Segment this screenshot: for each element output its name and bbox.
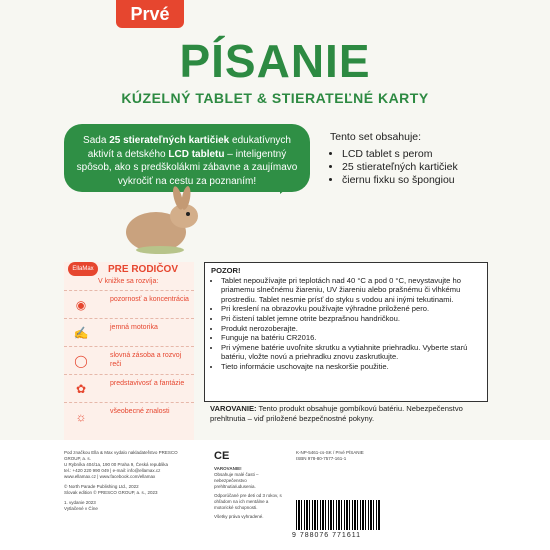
warning-label: VAROVANIE:	[210, 404, 257, 413]
rabbit-image	[118, 186, 208, 258]
battery-warning	[210, 404, 490, 424]
bubble-bold-cards: 25 stierateľných kartičiek	[109, 135, 230, 146]
series-badge: Prvé	[116, 0, 184, 28]
ce-mark: CE	[214, 450, 230, 462]
skill-label: pozornosť a koncentrácia	[110, 296, 189, 303]
barcode	[296, 500, 380, 530]
safety-item: • Produkt nerozoberajte.	[221, 324, 481, 334]
publisher-line: Slovak edition © PRESCO GROUP, a. s., 2023	[64, 490, 158, 495]
toy-warning	[214, 466, 284, 520]
isbn: ISBN 978-80-7577-161-1	[296, 456, 347, 461]
ellamax-logo: EllaMax	[68, 262, 98, 276]
safety-item: • Tieto informácie uschovajte na neskoršie použitie.	[221, 362, 481, 372]
publisher-line: tel.: +420 220 990 049 | e-mail: info@ellamax.cz	[64, 468, 161, 473]
skill-label: slovná zásoba a rozvoj reči	[110, 352, 182, 368]
safety-item: • Funguje na batériu CR2016.	[221, 333, 481, 343]
set-item: • čiernu fixku so špongiou	[342, 174, 458, 187]
safety-list	[211, 276, 481, 372]
product-codes	[296, 450, 364, 462]
skill-label: jemná motorika	[110, 324, 158, 331]
skill-row	[64, 290, 194, 319]
parents-heading: PRE RODIČOV	[108, 264, 179, 275]
publisher-line: U Rybníka 404/1a, 190 00 Praha 9, Česká republika	[64, 462, 169, 467]
set-heading: Tento set obsahuje:	[330, 131, 422, 143]
bubble-text-pre: Sada	[83, 135, 110, 146]
publisher-line: 1. vydanie 2023	[64, 500, 96, 505]
lightbulb-icon: ☼	[75, 410, 87, 424]
book-title: PÍSANIE	[179, 35, 371, 87]
safety-item: • Tablet nepoužívajte pri teplotách nad 40 °C a pod 0 °C, nevystavujte ho priamemu slnečnému žiareniu, UV žiareniu alebo prašnému či vlhkému prostrediu. Tablet nesmie prísť do styku s vodou ani inými tekutinami.	[221, 276, 481, 305]
safety-item: • Pri výmene batérie uvoľnite skrutku a vytiahnite priehradku. Vyberte starú batériu, vložte novú a priehradku znovu zaskrutkujte.	[221, 343, 481, 362]
eye-icon: ◉	[75, 298, 87, 312]
set-item: • LCD tablet s perom	[342, 148, 458, 161]
brain-icon: ✿	[75, 382, 87, 396]
safety-item: • Pri čistení tablet jemne otrite bezprašnou handričkou.	[221, 314, 481, 324]
toy-warning-line: Všetky práva vyhradené.	[214, 514, 264, 519]
book-subtitle: KÚZELNÝ TABLET & STIERATEĽNÉ KARTY	[121, 90, 429, 106]
hand-icon: ✍	[73, 326, 89, 340]
set-item: • 25 stierateľných kartičiek	[342, 161, 458, 174]
bubble-bold-tablet: LCD tabletu	[168, 148, 225, 160]
set-list	[330, 148, 458, 187]
bubble-text-post: – inteligentný spôsob, ako s predškolákmi zábavne a zaujímavo vykročiť na cestu za poznaním!	[76, 148, 298, 187]
publisher-info	[64, 450, 184, 512]
toy-warning-title: VAROVANIE!	[214, 466, 242, 471]
safety-heading: POZOR!	[211, 266, 241, 275]
bubble-tail	[280, 176, 302, 194]
barcode-number: 9 788076 771611	[292, 532, 361, 539]
speech-bubble	[64, 124, 310, 192]
lips-icon: ◯	[74, 354, 88, 368]
toy-warning-line: Odporúčané pre deti od 3 rokov, s ohľadom na ich mentálne a motorické schopnosti.	[214, 493, 282, 510]
bubble-text-mid: edukatívnych aktivít a detského	[87, 135, 291, 160]
skill-row	[64, 346, 194, 375]
set-contents	[330, 131, 458, 187]
skill-label: všeobecné znalosti	[110, 408, 170, 415]
toy-warning-line: Obsahuje malé časti – nebezpečenstvo prehltnutia/udusenia.	[214, 472, 259, 489]
publisher-line: © North Parade Publishing Ltd., 2022	[64, 484, 139, 489]
product-code: K-NP-5461-cs-SK / Prvé PÍSANIE	[296, 450, 364, 455]
skill-row	[64, 318, 194, 347]
safety-item: • Pri kreslení na obrazovku používajte výhradne priložené pero.	[221, 304, 481, 314]
warning-text: Tento produkt obsahuje gombíkovú batériu. Nebezpečenstvo prehltnutia – viď priložené bezpečnostné pokyny.	[210, 404, 463, 423]
skill-label: predstavivosť a fantázie	[110, 380, 185, 387]
publisher-line: Pod značkou Ella & Max vydalo nakladateľstvo PRESCO GROUP, a. s.	[64, 450, 178, 461]
skill-row	[64, 402, 194, 431]
parents-subheading: V knižke sa rozvíja:	[98, 278, 159, 285]
publisher-line: www.ellamax.cz | www.facebook.com/ellamax	[64, 474, 156, 479]
publisher-line: Vytlačené v Číne	[64, 506, 98, 511]
skill-row	[64, 374, 194, 403]
safety-box	[204, 262, 488, 402]
